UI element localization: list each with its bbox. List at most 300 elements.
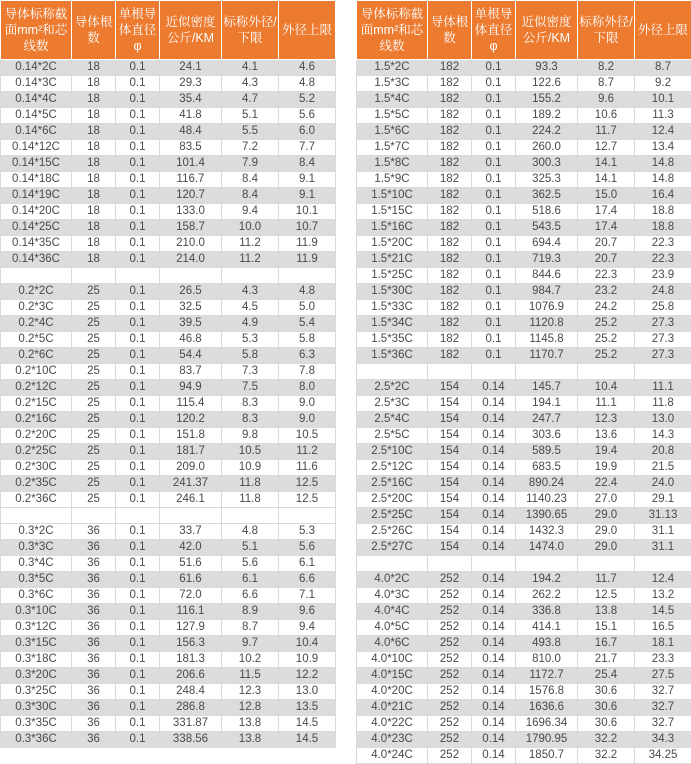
cell-density: 1120.8	[516, 316, 578, 332]
cell-od-lower: 8.3	[222, 412, 279, 428]
table-row	[357, 60, 691, 76]
cell-strand-count: 154	[428, 460, 472, 476]
header-nominal-od-lower: 标称外径/下限	[222, 1, 279, 60]
cell-od-upper	[279, 508, 336, 524]
cell-strand-count: 25	[72, 284, 116, 300]
cell-od-upper: 6.1	[279, 556, 336, 572]
cell-cross-section: 2.5*2C	[357, 380, 428, 396]
cell-strand-diameter: 0.1	[116, 284, 160, 300]
cell-density: 145.7	[516, 380, 578, 396]
cell-density: 300.3	[516, 156, 578, 172]
header-strand-count: 导体根数	[72, 1, 116, 60]
cell-od-lower: 8.2	[578, 60, 635, 76]
cell-cross-section: 1.5*4C	[357, 92, 428, 108]
table-row	[357, 620, 691, 636]
cell-strand-diameter: 0.1	[472, 108, 516, 124]
table-row	[357, 380, 691, 396]
cell-strand-diameter: 0.14	[472, 508, 516, 524]
cell-od-lower: 11.5	[222, 668, 279, 684]
table-row	[1, 732, 336, 748]
cell-od-lower: 30.6	[578, 684, 635, 700]
cell-od-lower: 11.7	[578, 572, 635, 588]
cell-od-lower: 29.0	[578, 508, 635, 524]
cell-od-lower: 12.7	[578, 140, 635, 156]
table-row	[357, 588, 691, 604]
cell-od-lower: 4.9	[222, 316, 279, 332]
cell-strand-count: 182	[428, 92, 472, 108]
table-row	[357, 476, 691, 492]
cell-cross-section: 2.5*4C	[357, 412, 428, 428]
cell-strand-count: 36	[72, 620, 116, 636]
cell-od-lower: 7.9	[222, 156, 279, 172]
cell-strand-diameter: 0.1	[116, 396, 160, 412]
cell-strand-count: 154	[428, 380, 472, 396]
cell-strand-count: 36	[72, 732, 116, 748]
cell-od-lower: 23.2	[578, 284, 635, 300]
cell-od-lower: 25.4	[578, 668, 635, 684]
cell-od-lower: 8.3	[222, 396, 279, 412]
cell-od-lower: 5.1	[222, 540, 279, 556]
cell-od-upper: 9.0	[279, 396, 336, 412]
cell-cross-section: 1.5*6C	[357, 124, 428, 140]
cell-od-lower: 32.2	[578, 732, 635, 748]
cell-strand-count: 252	[428, 572, 472, 588]
cell-cross-section: 1.5*5C	[357, 108, 428, 124]
cell-strand-count: 18	[72, 204, 116, 220]
cell-strand-diameter: 0.14	[472, 380, 516, 396]
cell-cross-section: 1.5*15C	[357, 204, 428, 220]
cell-strand-count: 36	[72, 652, 116, 668]
cell-cross-section: 0.14*2C	[1, 60, 72, 76]
cell-od-upper: 4.6	[279, 60, 336, 76]
cell-od-upper: 12.2	[279, 668, 336, 684]
cell-density: 116.7	[160, 172, 222, 188]
cell-density: 338.56	[160, 732, 222, 748]
cell-cross-section: 1.5*20C	[357, 236, 428, 252]
cell-strand-count: 18	[72, 76, 116, 92]
cell-strand-count: 36	[72, 684, 116, 700]
spec-table-right	[356, 0, 691, 764]
cell-od-upper: 10.9	[279, 652, 336, 668]
cell-od-upper: 14.3	[635, 428, 691, 444]
table-row	[357, 460, 691, 476]
cell-strand-diameter: 0.1	[116, 172, 160, 188]
table-row	[357, 604, 691, 620]
cell-od-lower: 30.6	[578, 716, 635, 732]
cell-cross-section: 0.3*5C	[1, 572, 72, 588]
cell-density: 719.3	[516, 252, 578, 268]
cell-strand-diameter: 0.1	[116, 588, 160, 604]
cell-strand-count: 154	[428, 428, 472, 444]
table-row	[357, 428, 691, 444]
header-cross-section: 导体标称截面mm²和芯线数	[1, 1, 72, 60]
cell-cross-section: 0.2*30C	[1, 460, 72, 476]
cell-density: 248.4	[160, 684, 222, 700]
table-header-row	[357, 1, 691, 60]
cell-density: 1140.23	[516, 492, 578, 508]
cell-od-lower: 22.4	[578, 476, 635, 492]
cell-od-upper: 12.5	[279, 476, 336, 492]
cell-od-upper: 9.4	[279, 620, 336, 636]
cell-od-upper: 4.8	[279, 76, 336, 92]
cell-od-lower: 4.7	[222, 92, 279, 108]
cell-cross-section: 2.5*16C	[357, 476, 428, 492]
cell-od-lower: 5.3	[222, 332, 279, 348]
table-row	[357, 156, 691, 172]
cell-strand-diameter: 0.14	[472, 412, 516, 428]
cell-od-upper: 14.5	[279, 716, 336, 732]
table-row	[1, 220, 336, 236]
cell-strand-count: 18	[72, 236, 116, 252]
cell-od-lower: 10.4	[578, 380, 635, 396]
cell-strand-count: 182	[428, 204, 472, 220]
cell-od-upper: 20.8	[635, 444, 691, 460]
cell-cross-section	[357, 364, 428, 380]
cell-cross-section: 2.5*10C	[357, 444, 428, 460]
cell-cross-section: 0.2*5C	[1, 332, 72, 348]
cell-od-lower: 5.1	[222, 108, 279, 124]
cell-od-lower: 10.5	[222, 444, 279, 460]
cell-od-upper: 5.6	[279, 540, 336, 556]
cell-strand-diameter: 0.1	[116, 428, 160, 444]
cell-od-upper: 10.1	[279, 204, 336, 220]
cell-strand-diameter	[116, 508, 160, 524]
cell-od-upper: 11.9	[279, 252, 336, 268]
cell-density: 1076.9	[516, 300, 578, 316]
cell-od-upper: 13.0	[635, 412, 691, 428]
cell-strand-count: 182	[428, 284, 472, 300]
cell-strand-count: 18	[72, 172, 116, 188]
cell-cross-section: 0.14*20C	[1, 204, 72, 220]
cell-strand-diameter: 0.1	[472, 236, 516, 252]
spacer-row	[1, 508, 336, 524]
table-row	[1, 156, 336, 172]
cell-strand-count: 182	[428, 220, 472, 236]
cell-density: 1172.7	[516, 668, 578, 684]
cell-strand-diameter: 0.1	[116, 524, 160, 540]
cell-od-upper: 12.4	[635, 124, 691, 140]
cell-od-lower: 17.4	[578, 204, 635, 220]
cell-strand-diameter: 0.14	[472, 572, 516, 588]
cell-strand-count: 182	[428, 172, 472, 188]
cell-od-upper: 32.7	[635, 700, 691, 716]
cell-cross-section: 1.5*9C	[357, 172, 428, 188]
cell-cross-section	[357, 556, 428, 572]
cell-strand-diameter: 0.1	[116, 332, 160, 348]
cell-od-upper	[635, 364, 691, 380]
table-row	[357, 540, 691, 556]
cell-od-upper: 9.6	[279, 604, 336, 620]
cell-od-lower: 15.0	[578, 188, 635, 204]
cell-strand-count: 182	[428, 236, 472, 252]
cell-strand-diameter: 0.1	[116, 492, 160, 508]
cell-od-upper: 31.13	[635, 508, 691, 524]
cell-od-lower: 7.5	[222, 380, 279, 396]
cell-strand-diameter: 0.1	[472, 284, 516, 300]
cell-cross-section: 4.0*20C	[357, 684, 428, 700]
cell-density: 1790.95	[516, 732, 578, 748]
cell-cross-section: 2.5*20C	[357, 492, 428, 508]
cell-density: 810.0	[516, 652, 578, 668]
cell-strand-diameter: 0.14	[472, 460, 516, 476]
cell-strand-count: 154	[428, 508, 472, 524]
cell-strand-diameter: 0.1	[472, 220, 516, 236]
cell-cross-section: 0.2*10C	[1, 364, 72, 380]
table-row	[1, 620, 336, 636]
cell-od-upper: 22.3	[635, 252, 691, 268]
cell-od-upper: 8.7	[635, 60, 691, 76]
table-row	[1, 524, 336, 540]
cell-od-lower: 7.2	[222, 140, 279, 156]
cell-density: 93.3	[516, 60, 578, 76]
cell-density: 694.4	[516, 236, 578, 252]
cell-strand-diameter: 0.1	[116, 572, 160, 588]
cell-od-lower: 10.9	[222, 460, 279, 476]
cell-density: 48.4	[160, 124, 222, 140]
table-row	[1, 316, 336, 332]
cell-od-upper: 14.8	[635, 172, 691, 188]
header-strand-diameter: 单根导体直径φ	[472, 1, 516, 60]
cell-strand-count: 18	[72, 252, 116, 268]
table-row	[1, 556, 336, 572]
cell-od-lower: 25.2	[578, 348, 635, 364]
cell-strand-count: 18	[72, 60, 116, 76]
cell-od-upper: 14.8	[635, 156, 691, 172]
cell-density: 120.7	[160, 188, 222, 204]
table-row	[1, 60, 336, 76]
cell-od-upper: 24.8	[635, 284, 691, 300]
table-row	[357, 636, 691, 652]
table-row	[357, 140, 691, 156]
table-row	[357, 316, 691, 332]
cell-strand-diameter: 0.1	[116, 652, 160, 668]
cell-strand-diameter: 0.14	[472, 748, 516, 764]
table-row	[357, 492, 691, 508]
cell-density: 83.7	[160, 364, 222, 380]
cell-od-upper: 9.0	[279, 412, 336, 428]
cell-od-lower: 9.6	[578, 92, 635, 108]
cell-strand-count: 252	[428, 668, 472, 684]
cell-cross-section: 1.5*7C	[357, 140, 428, 156]
cell-od-lower: 11.2	[222, 236, 279, 252]
cell-strand-diameter: 0.1	[116, 604, 160, 620]
cell-cross-section: 1.5*35C	[357, 332, 428, 348]
cell-density: 844.6	[516, 268, 578, 284]
cell-od-lower: 4.3	[222, 76, 279, 92]
cell-od-upper: 27.5	[635, 668, 691, 684]
cell-od-upper: 13.2	[635, 588, 691, 604]
cell-strand-count: 25	[72, 300, 116, 316]
cell-cross-section	[1, 268, 72, 284]
cell-strand-diameter: 0.14	[472, 620, 516, 636]
cell-cross-section: 4.0*10C	[357, 652, 428, 668]
cell-strand-diameter: 0.1	[472, 300, 516, 316]
cell-cross-section: 0.3*25C	[1, 684, 72, 700]
cell-od-upper: 18.8	[635, 220, 691, 236]
cell-od-upper: 32.7	[635, 716, 691, 732]
table-row	[1, 300, 336, 316]
cell-strand-count: 36	[72, 668, 116, 684]
cell-od-lower: 6.6	[222, 588, 279, 604]
cell-strand-count: 182	[428, 332, 472, 348]
cell-cross-section: 1.5*8C	[357, 156, 428, 172]
cell-strand-diameter: 0.1	[472, 92, 516, 108]
cell-strand-count	[72, 268, 116, 284]
cell-od-lower: 8.4	[222, 188, 279, 204]
cell-strand-count: 25	[72, 444, 116, 460]
header-od-upper: 外径上限	[279, 1, 336, 60]
table-row	[357, 684, 691, 700]
cell-strand-diameter	[472, 364, 516, 380]
cell-od-upper: 24.0	[635, 476, 691, 492]
cell-strand-diameter: 0.1	[472, 316, 516, 332]
cell-strand-count: 25	[72, 412, 116, 428]
cell-cross-section: 1.5*2C	[357, 60, 428, 76]
cell-od-upper: 5.4	[279, 316, 336, 332]
spacer-row	[1, 268, 336, 284]
cell-od-lower: 19.9	[578, 460, 635, 476]
cell-strand-count: 154	[428, 444, 472, 460]
table-row	[1, 636, 336, 652]
table-row	[1, 476, 336, 492]
cell-cross-section: 0.2*2C	[1, 284, 72, 300]
cell-strand-count: 182	[428, 140, 472, 156]
table-row	[1, 108, 336, 124]
cell-density: 1696.34	[516, 716, 578, 732]
cell-density: 260.0	[516, 140, 578, 156]
cell-cross-section: 0.2*36C	[1, 492, 72, 508]
cell-strand-diameter: 0.1	[116, 732, 160, 748]
cell-od-upper: 9.1	[279, 188, 336, 204]
cell-cross-section: 0.14*18C	[1, 172, 72, 188]
cell-od-lower: 12.3	[578, 412, 635, 428]
cell-density: 72.0	[160, 588, 222, 604]
cell-od-lower: 8.9	[222, 604, 279, 620]
cell-od-lower: 4.5	[222, 300, 279, 316]
cell-od-upper: 13.0	[279, 684, 336, 700]
cell-od-lower: 5.8	[222, 348, 279, 364]
table-row	[357, 332, 691, 348]
cell-od-upper: 11.1	[635, 380, 691, 396]
cell-density: 518.6	[516, 204, 578, 220]
cell-od-lower: 22.3	[578, 268, 635, 284]
cell-od-upper: 13.4	[635, 140, 691, 156]
cell-cross-section: 0.14*12C	[1, 140, 72, 156]
cell-density: 116.1	[160, 604, 222, 620]
cell-cross-section: 1.5*36C	[357, 348, 428, 364]
cell-od-upper: 23.9	[635, 268, 691, 284]
cell-density: 194.1	[516, 396, 578, 412]
cell-strand-diameter: 0.14	[472, 396, 516, 412]
cell-density: 890.24	[516, 476, 578, 492]
cell-density: 122.6	[516, 76, 578, 92]
cell-density: 214.0	[160, 252, 222, 268]
cell-od-upper: 5.0	[279, 300, 336, 316]
cell-od-upper: 6.0	[279, 124, 336, 140]
table-row	[1, 380, 336, 396]
cell-od-upper: 27.3	[635, 348, 691, 364]
cell-strand-count: 252	[428, 732, 472, 748]
table-row	[357, 652, 691, 668]
cell-strand-count: 25	[72, 396, 116, 412]
cell-cross-section: 0.14*6C	[1, 124, 72, 140]
cell-strand-count: 18	[72, 140, 116, 156]
cell-od-lower: 4.3	[222, 284, 279, 300]
cell-strand-count: 18	[72, 124, 116, 140]
cell-cross-section: 0.14*25C	[1, 220, 72, 236]
cell-density: 1170.7	[516, 348, 578, 364]
cell-strand-diameter: 0.14	[472, 636, 516, 652]
cell-strand-diameter: 0.14	[472, 524, 516, 540]
cell-od-upper: 12.5	[279, 492, 336, 508]
cell-od-lower: 21.7	[578, 652, 635, 668]
cell-od-upper: 10.4	[279, 636, 336, 652]
cell-od-lower: 14.1	[578, 156, 635, 172]
table-row	[1, 124, 336, 140]
cell-strand-diameter: 0.1	[116, 444, 160, 460]
spec-table-left	[0, 0, 336, 748]
cell-density: 94.9	[160, 380, 222, 396]
cell-density: 1636.6	[516, 700, 578, 716]
cell-strand-count: 252	[428, 620, 472, 636]
cell-strand-diameter: 0.1	[472, 204, 516, 220]
cell-strand-count: 36	[72, 572, 116, 588]
cell-strand-count: 18	[72, 156, 116, 172]
cell-strand-diameter: 0.1	[472, 268, 516, 284]
cell-strand-diameter: 0.1	[472, 140, 516, 156]
table-row	[357, 508, 691, 524]
cell-od-upper	[279, 268, 336, 284]
cell-strand-count: 182	[428, 188, 472, 204]
cell-strand-diameter: 0.1	[472, 188, 516, 204]
cell-strand-count: 25	[72, 316, 116, 332]
table-row	[1, 332, 336, 348]
table-row	[357, 572, 691, 588]
cell-density: 543.5	[516, 220, 578, 236]
cell-strand-count: 154	[428, 396, 472, 412]
table-row	[1, 572, 336, 588]
spacer-row	[357, 556, 691, 572]
cell-density: 286.8	[160, 700, 222, 716]
table-row	[1, 412, 336, 428]
cell-strand-diameter: 0.1	[116, 76, 160, 92]
cell-density: 683.5	[516, 460, 578, 476]
cell-density: 127.9	[160, 620, 222, 636]
cell-od-upper: 5.8	[279, 332, 336, 348]
cell-density: 51.6	[160, 556, 222, 572]
cell-od-lower: 13.8	[222, 716, 279, 732]
cell-cross-section: 4.0*6C	[357, 636, 428, 652]
cell-strand-diameter: 0.1	[116, 716, 160, 732]
cell-strand-count: 18	[72, 108, 116, 124]
table-row	[1, 188, 336, 204]
cell-strand-diameter: 0.1	[116, 556, 160, 572]
cell-od-lower: 11.8	[222, 476, 279, 492]
cell-cross-section: 1.5*10C	[357, 188, 428, 204]
cell-strand-count: 36	[72, 588, 116, 604]
cell-strand-diameter: 0.1	[116, 316, 160, 332]
cell-density: 1432.3	[516, 524, 578, 540]
cell-od-lower: 4.1	[222, 60, 279, 76]
cell-od-lower: 20.7	[578, 252, 635, 268]
cell-cross-section: 2.5*5C	[357, 428, 428, 444]
cell-cross-section: 4.0*15C	[357, 668, 428, 684]
cell-od-upper: 31.1	[635, 540, 691, 556]
cell-strand-diameter: 0.14	[472, 444, 516, 460]
cell-strand-count: 252	[428, 604, 472, 620]
cell-density: 246.1	[160, 492, 222, 508]
cell-cross-section: 2.5*27C	[357, 540, 428, 556]
